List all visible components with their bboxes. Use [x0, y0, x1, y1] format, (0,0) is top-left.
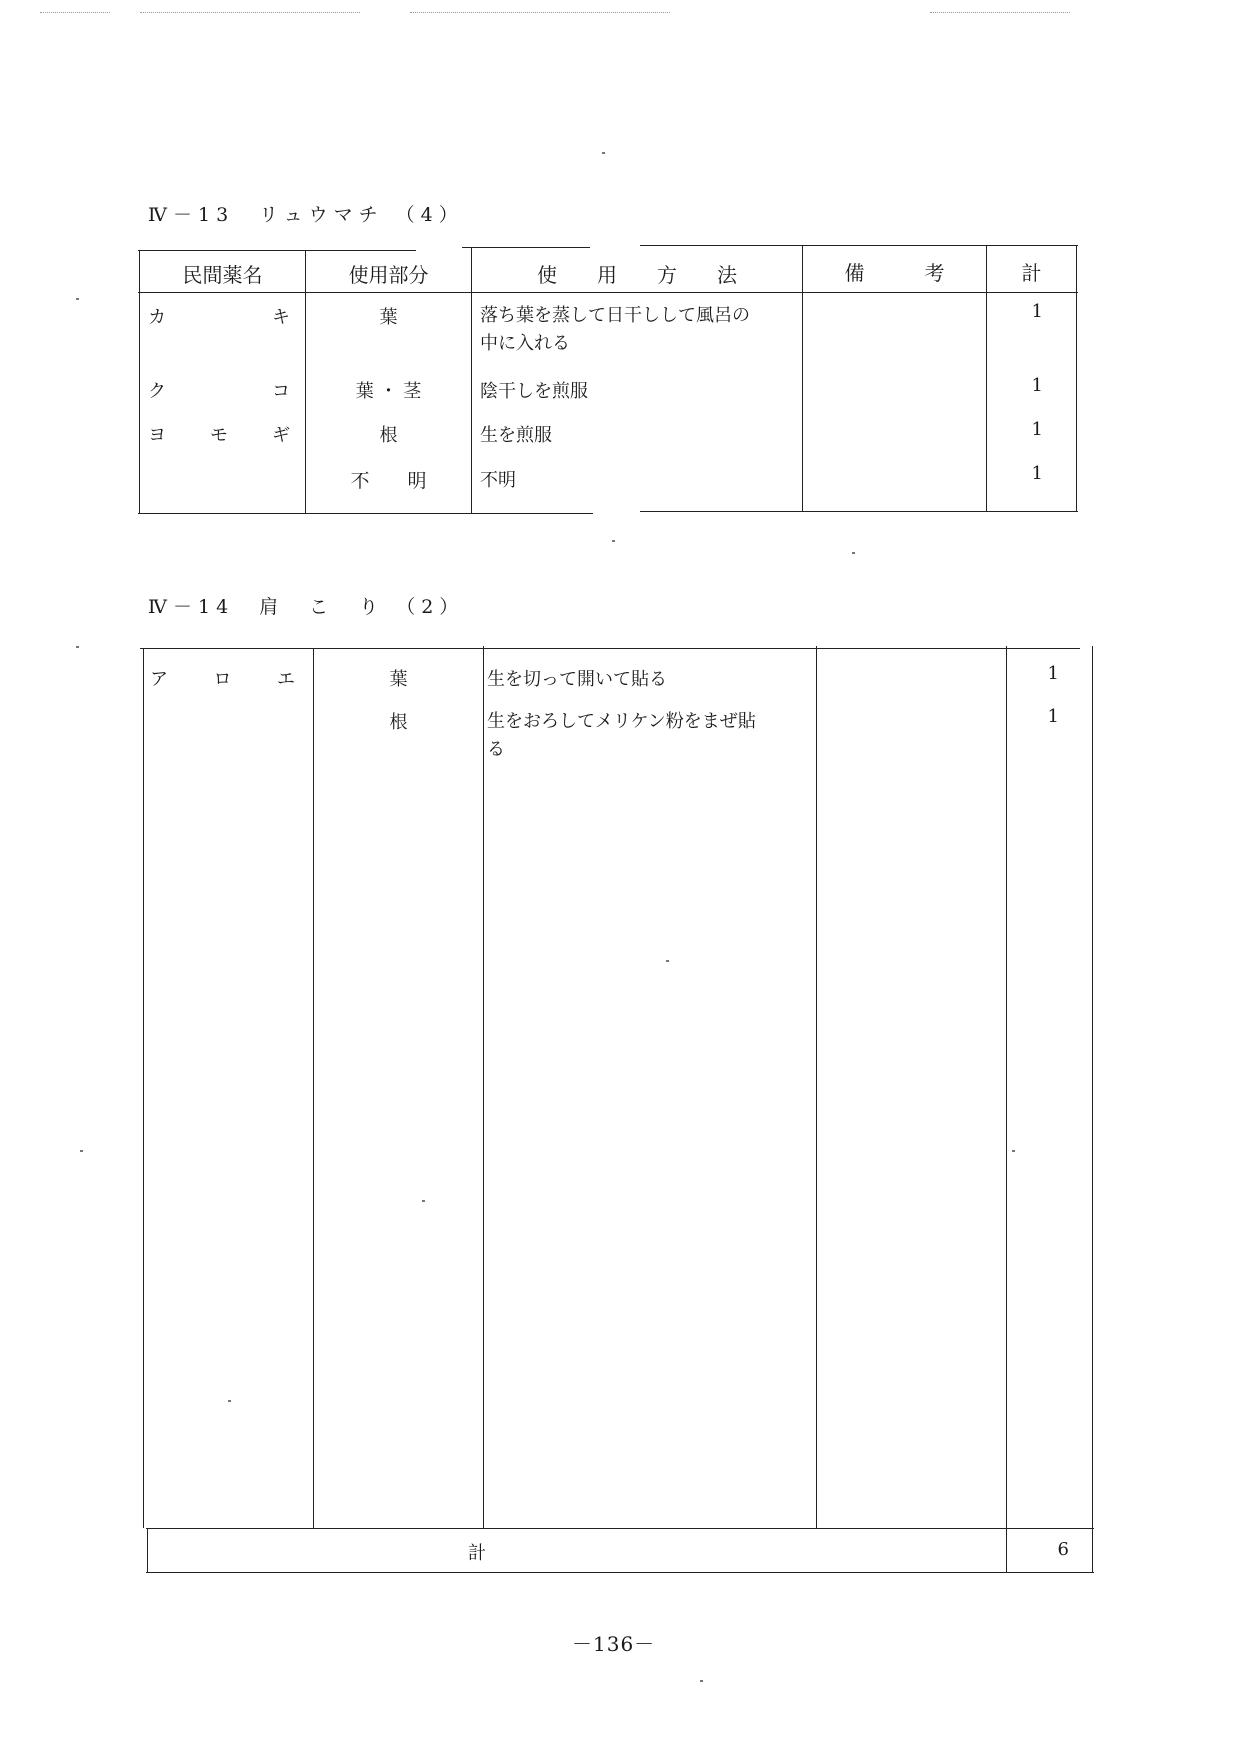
table-row-name: ク コ — [148, 381, 290, 402]
table-row-method: 落ち葉を蒸して日干しして風呂の 中に入れる — [480, 305, 750, 354]
table-row-part: 葉 — [389, 669, 408, 690]
scan-speck — [700, 1680, 703, 1682]
scan-speck — [852, 552, 855, 554]
table-row-method: 生を切って開いて貼る — [487, 669, 667, 690]
table-row-count: 1 — [1031, 301, 1043, 322]
scan-speck — [612, 540, 615, 542]
table-row-method: 生を煎服 — [480, 425, 552, 446]
table-row-part: 根 — [389, 712, 408, 733]
header-drug-name: 民間薬名 — [182, 263, 263, 287]
table-row-method: 生をおろしてメリケン粉をまぜ貼 る — [487, 711, 756, 760]
scan-speck — [666, 960, 669, 962]
scan-artifact — [140, 12, 360, 13]
scan-speck — [422, 1200, 425, 1202]
table-row-method: 不明 — [480, 470, 516, 491]
table-row-name: ア ロ エ — [150, 669, 295, 690]
table-row-part: 葉 ・ 茎 — [355, 381, 422, 402]
section1-heading: Ⅳ－13 リュウマチ （4） — [148, 204, 464, 226]
scan-speck — [80, 1150, 83, 1152]
scan-speck — [76, 298, 79, 300]
table-row-part: 根 — [379, 425, 398, 446]
header-remarks: 備 考 — [844, 261, 945, 285]
scan-speck — [602, 152, 605, 154]
scan-speck — [76, 646, 79, 648]
header-part-used: 使用部分 — [348, 263, 429, 287]
scan-artifact — [40, 12, 110, 13]
table-row-count: 1 — [1047, 706, 1059, 727]
page-number: －136－ — [572, 1632, 656, 1656]
scan-artifact — [410, 12, 670, 13]
scan-speck — [1012, 1150, 1015, 1152]
table-row-part: 葉 — [379, 307, 398, 328]
section2-heading: Ⅳ－14 肩 こ り （2） — [148, 596, 465, 618]
table-row-name: ヨ モ ギ — [148, 425, 290, 446]
header-usage-method: 使 用 方 法 — [537, 263, 737, 287]
table-row-method: 陰干しを煎服 — [480, 381, 588, 402]
table-row-count: 1 — [1031, 375, 1043, 396]
table-row-part: 不 明 — [350, 470, 427, 492]
total-value: 6 — [1057, 1539, 1069, 1560]
header-total: 計 — [1021, 261, 1042, 285]
total-label: 計 — [468, 1543, 486, 1564]
table-row-name: カ キ — [148, 307, 290, 328]
table-row-count: 1 — [1031, 463, 1043, 484]
table-row-count: 1 — [1047, 663, 1059, 684]
table-row-count: 1 — [1031, 419, 1043, 440]
scan-speck — [228, 1400, 231, 1402]
scan-artifact — [930, 12, 1070, 13]
